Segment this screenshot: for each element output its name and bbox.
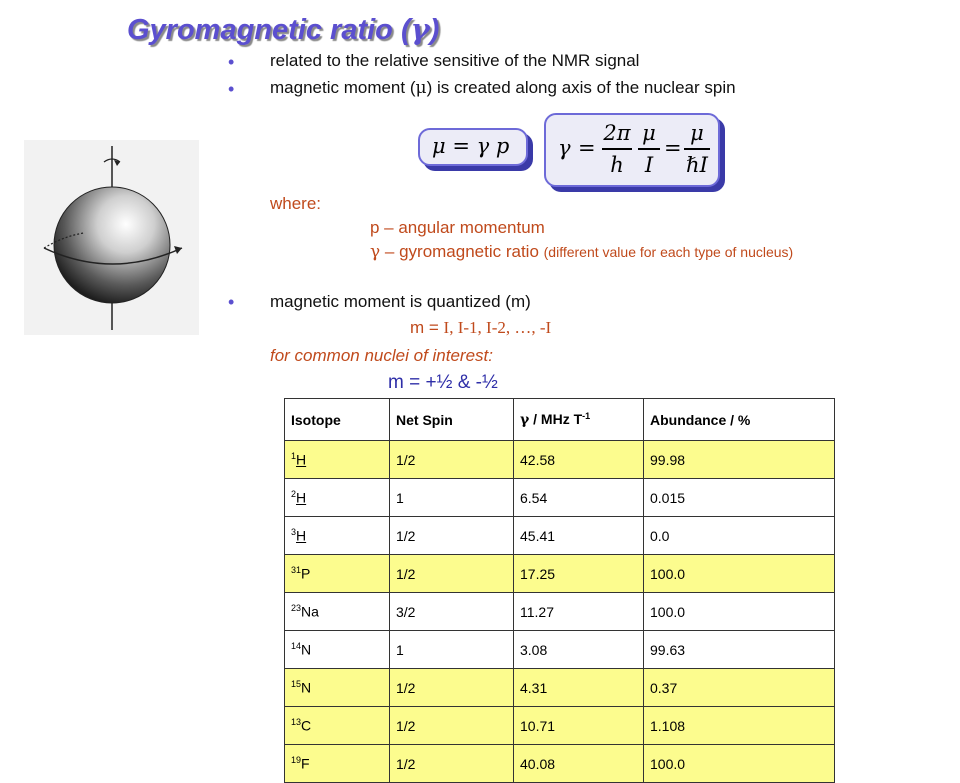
m-half-values: m = +½ & -½	[388, 372, 498, 393]
common-nuclei-label: for common nuclei of interest:	[270, 346, 493, 365]
table-row	[285, 631, 835, 669]
cell-isotope: $^2$H	[285, 479, 390, 517]
cell-net-spin: 1/2	[390, 669, 514, 707]
cell-net-spin: 1	[390, 479, 514, 517]
table-row	[285, 517, 835, 555]
cell-gamma: 10.71	[514, 707, 644, 745]
table-row	[285, 441, 835, 479]
table-row	[285, 669, 835, 707]
cell-abundance: 100.0	[644, 593, 835, 631]
page-title: Gyromagnetic ratio (γ)	[127, 12, 440, 46]
bullet-marker: •	[228, 292, 235, 312]
bullet-marker: •	[228, 79, 235, 99]
header-net-spin: Net Spin	[390, 399, 514, 441]
cell-abundance: 0.0	[644, 517, 835, 555]
cell-abundance: 99.98	[644, 441, 835, 479]
cell-abundance: 99.63	[644, 631, 835, 669]
cell-net-spin: 1/2	[390, 517, 514, 555]
cell-isotope: $^{31}$P	[285, 555, 390, 593]
bullet-marker: •	[228, 52, 235, 72]
cell-abundance: 0.37	[644, 669, 835, 707]
header-isotope: Isotope	[285, 399, 390, 441]
cell-net-spin: 3/2	[390, 593, 514, 631]
cell-gamma: 40.08	[514, 745, 644, 783]
equation-gamma-definition: γ = 2π h μ I = μ ℏI	[544, 113, 720, 187]
cell-net-spin: 1/2	[390, 745, 514, 783]
cell-isotope: $^1$H	[285, 441, 390, 479]
definition-p: p – angular momentum	[370, 218, 545, 237]
spinning-nucleus-illustration	[24, 140, 199, 335]
table-row	[285, 745, 835, 783]
bullet-text-sensitivity: related to the relative sensitive of the NMR signal	[270, 51, 640, 70]
cell-net-spin: 1/2	[390, 441, 514, 479]
m-values-line: m = I, I-1, I-2, …, -I	[410, 318, 552, 337]
cell-isotope: $^{14}$N	[285, 631, 390, 669]
cell-abundance: 100.0	[644, 745, 835, 783]
cell-isotope: $^{15}$N	[285, 669, 390, 707]
where-label: where:	[270, 194, 322, 213]
cell-gamma: 4.31	[514, 669, 644, 707]
cell-isotope: $^{19}$F	[285, 745, 390, 783]
cell-abundance: 100.0	[644, 555, 835, 593]
definition-gamma: γ – gyromagnetic ratio (different value for each type of nucleus)	[370, 242, 794, 262]
table-header-row	[285, 399, 835, 441]
cell-net-spin: 1/2	[390, 555, 514, 593]
isotope-table	[284, 398, 835, 783]
cell-abundance: 1.108	[644, 707, 835, 745]
header-abundance: Abundance / %	[644, 399, 835, 441]
cell-gamma: 11.27	[514, 593, 644, 631]
cell-gamma: 45.41	[514, 517, 644, 555]
table-row	[285, 707, 835, 745]
cell-gamma: 42.58	[514, 441, 644, 479]
equation-mu-gamma-p: μ = γ p	[418, 128, 528, 166]
cell-net-spin: 1	[390, 631, 514, 669]
bullet-text-quantized: magnetic moment is quantized (m)	[270, 292, 531, 311]
header-gamma: γ / MHz $T^{-1}$	[514, 399, 644, 441]
cell-isotope: $^{23}$Na	[285, 593, 390, 631]
table-row	[285, 479, 835, 517]
cell-abundance: 0.015	[644, 479, 835, 517]
cell-gamma: 17.25	[514, 555, 644, 593]
cell-net-spin: 1/2	[390, 707, 514, 745]
cell-isotope: $^3$H	[285, 517, 390, 555]
cell-isotope: $^{13}$C	[285, 707, 390, 745]
table-row	[285, 555, 835, 593]
cell-gamma: 3.08	[514, 631, 644, 669]
cell-gamma: 6.54	[514, 479, 644, 517]
bullet-text-magnetic-moment: magnetic moment (μ) is created along axis of the nuclear spin	[270, 78, 736, 98]
table-row	[285, 593, 835, 631]
